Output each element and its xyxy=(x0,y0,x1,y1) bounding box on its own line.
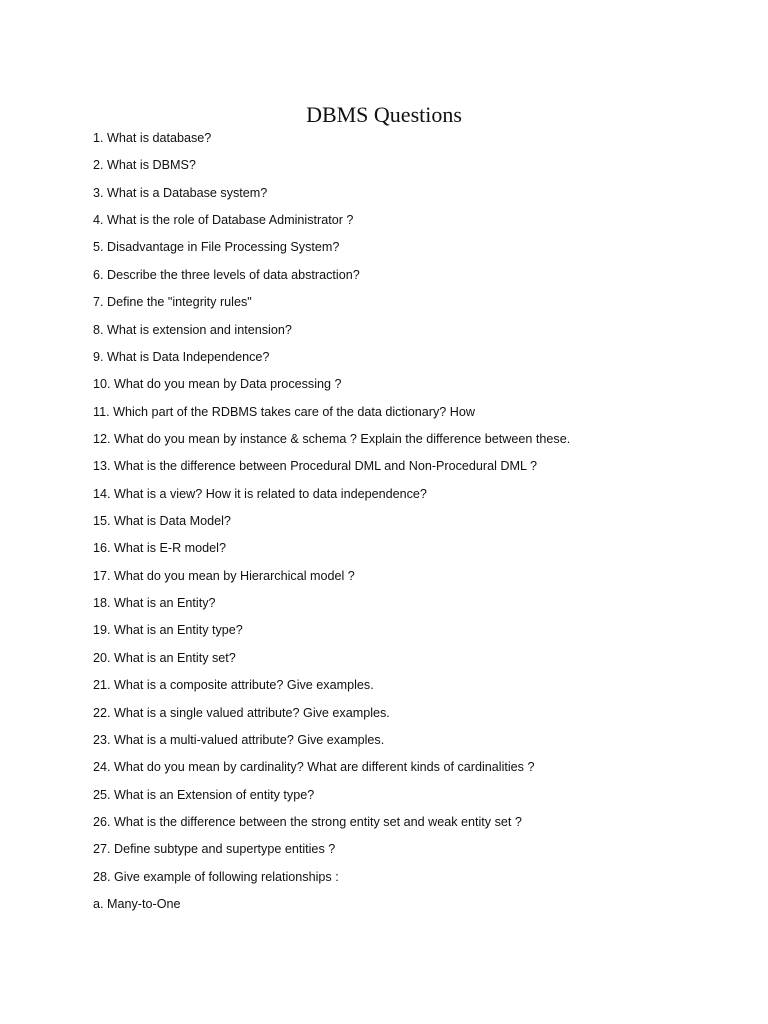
question-item: 13. What is the difference between Procedural DML and Non-Procedural DML ? xyxy=(93,459,538,474)
question-item: 5. Disadvantage in File Processing System? xyxy=(93,240,340,255)
question-item: 3. What is a Database system? xyxy=(93,185,268,200)
question-item: 28. Give example of following relationships : xyxy=(93,869,339,884)
question-list xyxy=(93,129,570,922)
question-item: 20. What is an Entity set? xyxy=(93,650,236,665)
question-item: 26. What is the difference between the strong entity set and weak entity set ? xyxy=(93,814,522,829)
question-item: 27. Define subtype and supertype entities ? xyxy=(93,842,336,857)
question-item: 15. What is Data Model? xyxy=(93,514,231,529)
question-item: 8. What is extension and intension? xyxy=(93,322,292,337)
question-item: 17. What do you mean by Hierarchical model ? xyxy=(93,568,355,583)
question-item: 7. Define the "integrity rules" xyxy=(93,295,252,310)
question-item: 11. Which part of the RDBMS takes care of the data dictionary? How xyxy=(93,404,475,419)
question-item: 18. What is an Entity? xyxy=(93,596,216,611)
question-item: 24. What do you mean by cardinality? What are different kinds of cardinalities ? xyxy=(93,760,535,775)
question-item: 22. What is a single valued attribute? Give examples. xyxy=(93,705,390,720)
question-item: 14. What is a view? How it is related to data independence? xyxy=(93,486,427,501)
question-item: 1. What is database? xyxy=(93,131,212,145)
question-item: 25. What is an Extension of entity type? xyxy=(93,787,315,802)
question-item: 10. What do you mean by Data processing ? xyxy=(93,377,342,392)
question-item: 9. What is Data Independence? xyxy=(93,349,270,364)
question-item: 21. What is a composite attribute? Give examples. xyxy=(93,678,374,693)
question-item: a. Many-to-One xyxy=(93,897,181,912)
question-item: 12. What do you mean by instance & schema ? Explain the difference between these. xyxy=(93,431,571,446)
document-title: DBMS Questions xyxy=(306,102,462,127)
question-item: 2. What is DBMS? xyxy=(93,158,196,173)
question-item: 4. What is the role of Database Administrator ? xyxy=(93,213,354,228)
question-item: 6. Describe the three levels of data abstraction? xyxy=(93,267,360,282)
question-item: 16. What is E-R model? xyxy=(93,541,226,556)
question-item: 23. What is a multi-valued attribute? Give examples. xyxy=(93,732,385,747)
question-item: 19. What is an Entity type? xyxy=(93,623,243,638)
